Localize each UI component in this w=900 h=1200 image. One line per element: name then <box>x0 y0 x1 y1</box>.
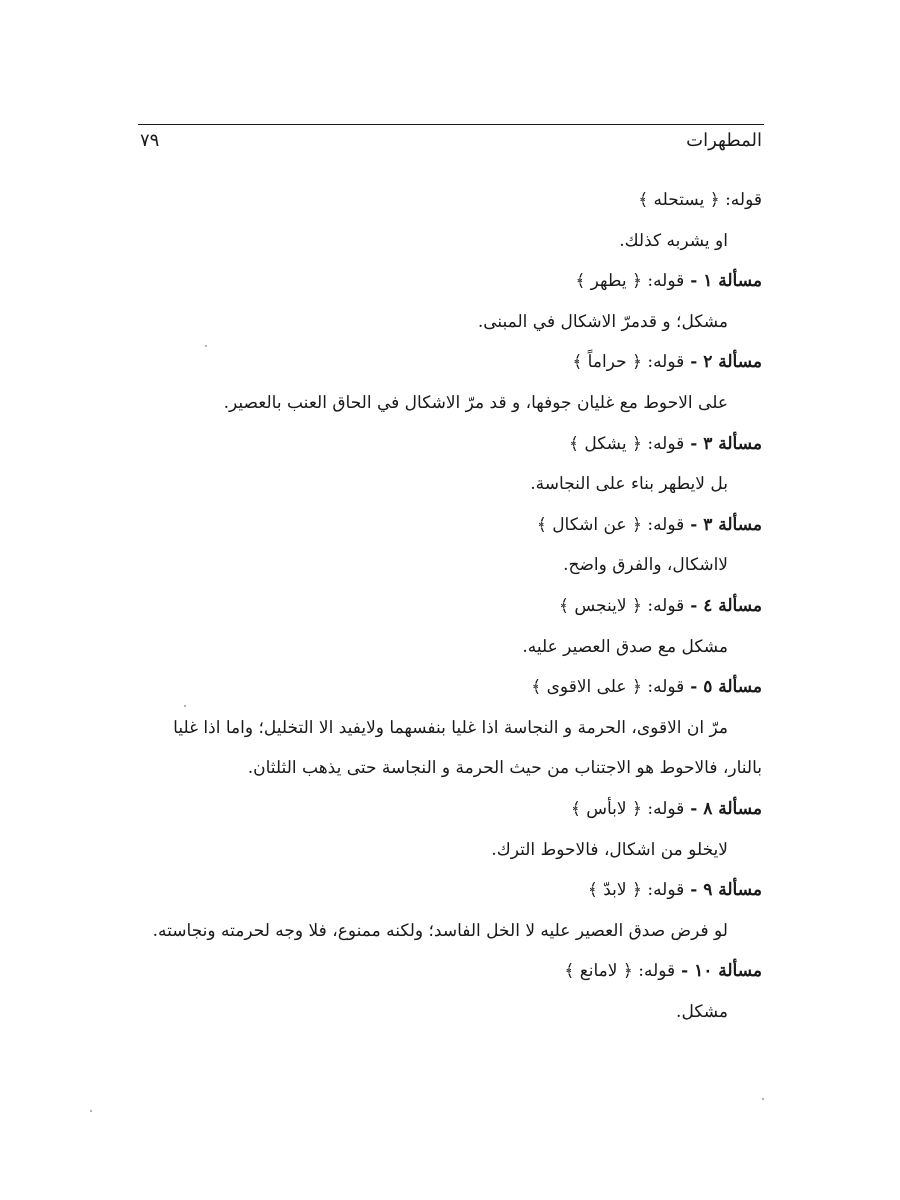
issue-number: مسألة ٣ - <box>684 433 762 454</box>
quoted-phrase: قوله: ﴿ عن اشكال ﴾ <box>536 514 685 535</box>
entry-heading <box>138 424 762 465</box>
commentary-line <box>138 830 762 871</box>
commentary-line <box>138 302 762 343</box>
scan-speck <box>184 705 186 707</box>
commentary-line <box>138 545 762 586</box>
issue-number: مسألة ٣ - <box>684 514 762 535</box>
quoted-phrase: قوله: ﴿ حراماً ﴾ <box>572 352 685 373</box>
issue-number: مسألة ٩ - <box>684 880 762 901</box>
line-text: مشكل. <box>676 1001 728 1022</box>
issue-number: مسألة ٢ - <box>684 352 762 373</box>
commentary-line <box>138 221 762 262</box>
entry-heading <box>138 180 762 221</box>
entry-heading <box>138 951 762 992</box>
issue-number: مسألة ١٠ - <box>675 961 762 982</box>
quoted-phrase: قوله: ﴿ لامانع ﴾ <box>564 961 676 982</box>
quoted-phrase: قوله: ﴿ يستحله ﴾ <box>638 190 762 210</box>
header-rule <box>138 124 764 125</box>
line-text: مشكل مع صدق العصير عليه. <box>522 636 728 657</box>
line-text: لايخلو من اشكال، فالاحوط الترك. <box>491 839 728 860</box>
entry-heading <box>138 667 762 708</box>
entry-heading <box>138 586 762 627</box>
entry-heading <box>138 505 762 546</box>
scan-speck <box>205 345 207 347</box>
line-text: لااشكال، والفرق واضح. <box>563 555 728 576</box>
quoted-phrase: قوله: ﴿ لابدّ ﴾ <box>587 880 685 901</box>
quoted-phrase: قوله: ﴿ يطهر ﴾ <box>575 271 685 292</box>
line-text: او يشربه كذلك. <box>619 230 728 251</box>
line-text: بل لايطهر بناء على النجاسة. <box>530 474 728 495</box>
page-number: ٧٩ <box>140 130 160 151</box>
issue-number: مسألة ١ - <box>684 271 762 292</box>
line-text: على الاحوط مع غليان جوفها، و قد مرّ الاشكال في الحاق العنب بالعصير. <box>223 392 728 413</box>
issue-number: مسألة ٨ - <box>684 798 762 819</box>
line-text: لو فرض صدق العصير عليه لا الخل الفاسد؛ ولكنه ممنوع، فلا وجه لحرمته ونجاسته. <box>152 920 728 941</box>
quoted-phrase: قوله: ﴿ على الاقوى ﴾ <box>531 677 685 698</box>
scan-speck <box>762 1098 764 1100</box>
commentary-line <box>138 911 762 952</box>
commentary-line <box>138 708 762 749</box>
line-text: مرّ ان الاقوى، الحرمة و النجاسة اذا غليا بنفسهما ولايفيد الا التخليل؛ واما اذا غليا <box>173 717 728 738</box>
quoted-phrase: قوله: ﴿ لابأس ﴾ <box>570 798 685 819</box>
commentary-line <box>138 748 762 789</box>
entry-heading <box>138 789 762 830</box>
issue-number: مسألة ٥ - <box>684 677 762 698</box>
scan-speck <box>90 1110 92 1112</box>
entry-heading <box>138 870 762 911</box>
quoted-phrase: قوله: ﴿ لاينجس ﴾ <box>559 595 685 616</box>
running-head: المطهرات <box>686 130 762 151</box>
commentary-line <box>138 627 762 668</box>
commentary-line <box>138 383 762 424</box>
quoted-phrase: قوله: ﴿ يشكل ﴾ <box>569 433 685 454</box>
entry-heading <box>138 342 762 383</box>
commentary-line <box>138 992 762 1033</box>
commentary-line <box>138 464 762 505</box>
line-text: مشكل؛ و قدمرّ الاشكال في المبنى. <box>477 311 728 332</box>
entry-heading <box>138 261 762 302</box>
line-text: بالنار، فالاحوط هو الاجتناب من حيث الحرمة و النجاسة حتى يذهب الثلثان. <box>247 758 762 779</box>
issue-number: مسألة ٤ - <box>684 595 762 616</box>
body-text <box>138 180 762 1032</box>
